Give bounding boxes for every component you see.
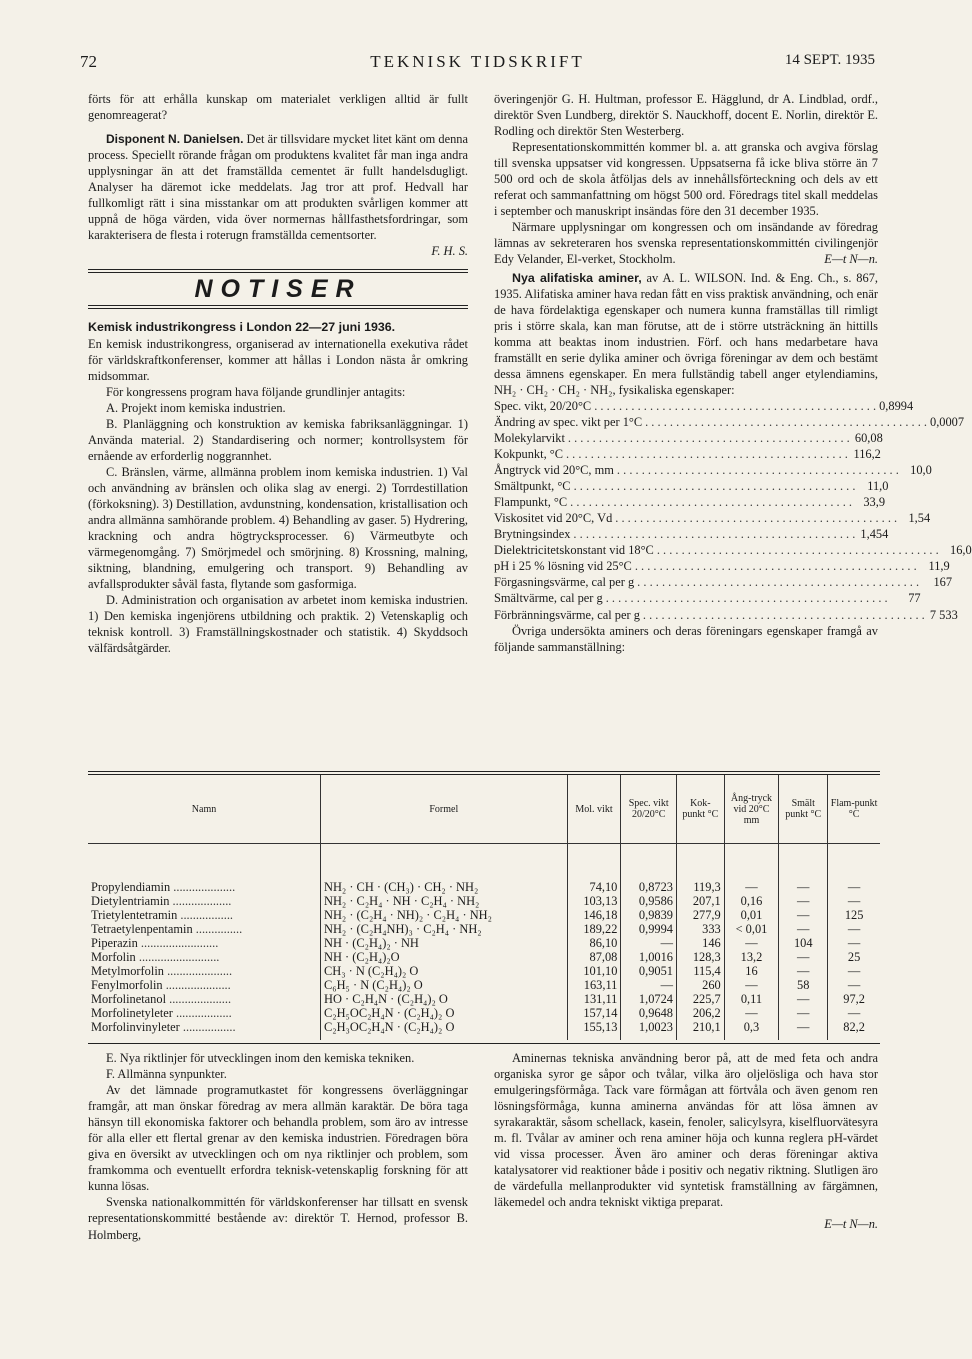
property-label: Smältvärme, cal per g [494,591,603,606]
property-row [494,398,914,414]
value-cell: 103,13 [567,894,621,908]
property-row [494,446,881,462]
paragraph: En kemisk industrikongress, organiserad av internationella exekutiva rådet för världskraftkonferenser, kommer att hållas i London nästa år omkring midsommar. [88,336,468,383]
dot-leader: ............... [192,922,243,936]
dot-leader: .................... [166,992,232,1006]
amine-name-text: Morfolinvinyleter [91,1020,180,1034]
value-cell: 0,16 [724,894,779,908]
property-value: 11,0 [867,479,889,494]
value-cell: 128,3 [676,950,724,964]
value-cell: — [779,1006,828,1020]
list-item: F. Allmänna synpunkter. [106,1067,227,1082]
value-cell: 125 [828,908,880,922]
dot-leader: .......................... [135,950,220,964]
dot-leader: . . . . . . . . . . . . . . . . . . . . . . . . . . . . . . . . . . . . . . . . . . . . . . [565,447,848,462]
amine-name-text: Fenylmorfolin [91,978,163,992]
value-cell: 0,8723 [621,844,677,895]
property-row [494,510,931,526]
dot-leader: . . . . . . . . . . . . . . . . . . . . . . . . . . . . . . . . . . . . . . . . . . . . . . [605,591,888,606]
column-header: Namn [88,775,321,844]
amine-name [88,844,321,895]
value-cell: 0,9839 [621,908,677,922]
column-header: Spec. vikt 20/20°C [621,775,677,844]
value-cell: — [724,936,779,950]
left-column-bottom [88,1050,468,1243]
dot-leader: ................. [177,908,234,922]
value-cell: — [779,894,828,908]
amines-table [88,775,880,1040]
amine-name-text: Tetraetylenpentamin [91,922,193,936]
value-cell: 146,18 [567,908,621,922]
property-label: Flampunkt, °C [494,495,568,510]
property-label: Kokpunkt, °C [494,447,563,462]
paragraph: förts för att erhålla kunskap om materialet verkligen alltid är fullt genomreagerat? [88,92,468,123]
value-cell: 119,3 [676,844,724,895]
amine-name [88,964,321,978]
section-heading: NOTISER [194,275,362,304]
property-value: 33,9 [863,495,886,510]
value-cell: 87,08 [567,950,621,964]
property-row [494,526,889,542]
value-cell: — [779,964,828,978]
formula-cell: NH · (C₂H₄)₂ · NH [321,936,568,950]
property-label: Ångtryck vid 20°C, mm [494,463,614,478]
property-row [494,494,886,510]
table-row [88,936,880,950]
value-cell: 146 [676,936,724,950]
column-header: Smält punkt °C [779,775,828,844]
dot-leader: . . . . . . . . . . . . . . . . . . . . . . . . . . . . . . . . . . . . . . . . . . . . . . [642,607,925,622]
value-cell: 225,7 [676,992,724,1006]
value-cell: — [779,992,828,1006]
value-cell: 115,4 [676,964,724,978]
property-label: Förbränningsvärme, cal per g [494,607,640,622]
table-row [88,844,880,895]
amine-name-text: Metylmorfolin [91,964,164,978]
value-cell: — [724,978,779,992]
value-cell: 97,2 [828,992,880,1006]
amine-name [88,922,321,936]
paragraph: För kongressens program hava följande grundlinjer antagits: [106,384,406,399]
formula-cell: NH₂ · CH · (CH₃) · CH₂ · NH₂ [321,844,568,895]
formula-cell: CH₃ · N (C₂H₄)₂ O [321,964,568,978]
value-cell: — [779,844,828,895]
value-cell: — [828,964,880,978]
table-row [88,1020,880,1040]
table-row [88,978,880,992]
paragraph: överingenjör G. H. Hultman, professor E. Hägglund, dr A. Lindblad, ordf., direktör Sven Lundberg, direktör S. Nauckhoff, docent E. Norlin, direktör E. Rodling och direktör Sten Westerberg. [494,92,878,139]
list-item: D. Administration och organisation av arbetet inom kemiska industrien. 1) Den kemiska ingenjörens utbildning och praktik. 2) Vetenskaplig och teknisk kontroll. 3) Framställningskostnader och statistik. 4) Skyddsoch välfärdsåtgärder. [88,593,468,656]
table-row [88,894,880,908]
dot-leader: . . . . . . . . . . . . . . . . . . . . . . . . . . . . . . . . . . . . . . . . . . . . . . [616,463,899,478]
table-row [88,950,880,964]
value-cell: 277,9 [676,908,724,922]
property-value: 1,454 [860,527,889,542]
amine-name-text: Morfolin [91,950,136,964]
property-value: 116,2 [853,447,881,462]
amine-name-text: Dietylentriamin [91,894,170,908]
formula-cell: NH₂ · C₂H₄ · NH · C₂H₄ · NH₂ [321,894,568,908]
paragraph [494,219,878,267]
left-column-top [88,91,468,656]
formula-cell: C₂H₅OC₂H₄N · (C₂H₄)₂ O [321,1006,568,1020]
property-label: Smältpunkt, °C [494,479,571,494]
amine-name [88,936,321,950]
property-label: Förgasningsvärme, cal per g [494,575,635,590]
property-value: 0,8994 [879,398,914,413]
value-cell: — [779,950,828,964]
article-headline: Kemisk industrikongress i London 22—27 juni 1936. [88,320,396,335]
right-column-bottom [494,1050,878,1233]
value-cell: 206,2 [676,1006,724,1020]
value-cell: 82,2 [828,1020,880,1040]
amine-name [88,1006,321,1020]
table-bottom-rule [88,1043,880,1044]
value-cell: — [828,1006,880,1020]
amine-name [88,992,321,1006]
formula-cell: C₂H₃OC₂H₄N · (C₂H₄)₂ O [321,1020,568,1040]
value-cell: 86,10 [567,936,621,950]
value-cell: 333 [676,922,724,936]
page-header [80,52,875,76]
value-cell: < 0,01 [724,922,779,936]
column-header: Formel [321,775,568,844]
dot-leader: . . . . . . . . . . . . . . . . . . . . . . . . . . . . . . . . . . . . . . . . . . . . . . [637,575,920,590]
divider [88,305,468,309]
value-cell: 210,1 [676,1020,724,1040]
value-cell: 0,01 [724,908,779,922]
dot-leader: ................... [169,894,232,908]
dot-leader: .................... [170,880,236,894]
value-cell: 0,9994 [621,922,677,936]
property-row [494,478,889,494]
value-cell: — [828,922,880,936]
property-value: 7 533 [929,607,958,622]
property-value: 60,08 [854,430,883,445]
value-cell: 1,0023 [621,1020,677,1040]
amine-name [88,894,321,908]
formula-cell: NH₂ · (C₂H₄ · NH)₂ · C₂H₄ · NH₂ [321,908,568,922]
table-row [88,1006,880,1020]
issue-date: 14 SEPT. 1935 [784,52,875,68]
value-cell: 1,0016 [621,950,677,964]
value-cell: 0,9586 [621,894,677,908]
list-item: B. Planläggning och konstruktion av kemiska fabriksanläggningar. 1) Använda material. 2) Standardisering och normer; kontrollsystem för ernående av erforderlig noggrannhet. [88,416,468,463]
formula-cell: HO · C₂H₄N · (C₂H₄)₂ O [321,992,568,1006]
value-cell: 0,9051 [621,964,677,978]
value-cell: 207,1 [676,894,724,908]
table-body [88,844,880,1041]
dot-leader: . . . . . . . . . . . . . . . . . . . . . . . . . . . . . . . . . . . . . . . . . . . . . . [573,479,856,494]
table-row [88,992,880,1006]
journal-title: TEKNISK TIDSKRIFT [370,52,585,71]
property-label: pH i 25 % lösning vid 25°C [494,559,632,574]
amine-name [88,908,321,922]
dot-leader: . . . . . . . . . . . . . . . . . . . . . . . . . . . . . . . . . . . . . . . . . . . . . . [573,527,856,542]
paragraph [494,270,878,398]
property-value: 167 [933,575,953,590]
value-cell: 16 [724,964,779,978]
paragraph [88,131,468,243]
value-cell: 157,14 [567,1006,621,1020]
value-cell: 0,9648 [621,1006,677,1020]
value-cell: 260 [676,978,724,992]
signature: E—t N—n. [824,1217,878,1232]
property-label: Dielektricitetskonstant vid 18°C [494,543,654,558]
property-label: Ändring av spec. vikt per 1°C [494,414,643,429]
dot-leader: ..................... [162,978,231,992]
dot-leader: . . . . . . . . . . . . . . . . . . . . . . . . . . . . . . . . . . . . . . . . . . . . . . [567,430,850,445]
table-row [88,922,880,936]
amine-name-text: Propylendiamin [91,880,171,894]
dot-leader: . . . . . . . . . . . . . . . . . . . . . . . . . . . . . . . . . . . . . . . . . . . . . . [570,495,853,510]
table-row [88,908,880,922]
paragraph: Representationskommittén kommer bl. a. att granska och avgiva förslag till svenska uppsatser vid kongressen. Uppsatserna få icke bliva större än 7 500 ord och de skola åtföljas dels av innehållsförteckning och dels av ett referat och sammanfattning om högst 500 ord. Föredrags titel skall meddelas i september och manuskript insändas före den 31 december 1935. [494,140,878,219]
list-item: E. Nya riktlinjer för utvecklingen inom den kemiska tekniken. [106,1051,415,1065]
value-cell: — [621,978,677,992]
property-row [494,607,958,623]
dot-leader: ......................... [137,936,219,950]
column-header: Kok-punkt °C [676,775,724,844]
value-cell: — [779,908,828,922]
amine-name [88,1020,321,1040]
value-cell: — [779,922,828,936]
value-cell: 163,11 [567,978,621,992]
formula-cell: C₆H₅ · N (C₂H₄)₂ O [321,978,568,992]
property-label: Molekylarvikt [494,430,565,445]
property-value: 0,0007 [930,414,965,429]
signature: E—t N—n. [824,252,878,267]
dot-leader: . . . . . . . . . . . . . . . . . . . . . . . . . . . . . . . . . . . . . . . . . . . . . . [615,511,898,526]
property-row [494,414,965,430]
property-label: Viskositet vid 20°C, Vd [494,511,613,526]
property-row [494,430,883,446]
dot-leader: . . . . . . . . . . . . . . . . . . . . . . . . . . . . . . . . . . . . . . . . . . . . . . [645,414,927,429]
value-cell: — [724,844,779,895]
paragraph-text: Närmare upplysningar om kongressen och om insändande av föredrag lämnas av sekreteraren hos svenska representationskommittén civilingenjör Edy Velander, El-verket, Stockholm. [494,220,878,267]
table-header-row [88,775,880,844]
value-cell: 13,2 [724,950,779,964]
value-cell: 25 [828,950,880,964]
property-row [494,590,921,606]
value-cell: 0,11 [724,992,779,1006]
dot-leader: ................. [179,1020,236,1034]
article-headline: Nya alifatiska aminer, [512,270,642,285]
value-cell: 58 [779,978,828,992]
property-value: 16,0 [950,543,972,558]
value-cell: — [828,844,880,895]
amine-name [88,950,321,964]
property-list [494,398,972,623]
dot-leader: . . . . . . . . . . . . . . . . . . . . . . . . . . . . . . . . . . . . . . . . . . . . . . [634,559,917,574]
amine-name [88,978,321,992]
value-cell: — [828,936,880,950]
paragraph-text: Det är tillsvidare mycket litet känt om denna process. Speciellt rörande frågan om produktens kvalitet får man inga andra upplysningar än att det framställda cementet är fullt handelsdugligt. Analyser ha däremot icke meddelats. Jag tror att prof. Hedvall har fullkomligt rätt i sina misstankar om att produkten svårligen kommer att uppnå de höga värden, vida över normernas hållfasthetsfordringar, som karakterisera de flesta i roterugn framställda cementsorter. [88,132,468,243]
list-item: A. Projekt inom kemiska industrien. [106,400,286,415]
paragraph: Svenska nationalkommittén för världskonferenser har tillsatt en svensk representationskommitté bestående av: direktör T. Hernod, professor B. Holmberg, [88,1195,468,1242]
amine-name-text: Piperazin [91,936,138,950]
value-cell: 104 [779,936,828,950]
value-cell: 131,11 [567,992,621,1006]
property-value: 1,54 [908,511,931,526]
property-row [494,542,972,558]
dot-leader: . . . . . . . . . . . . . . . . . . . . . . . . . . . . . . . . . . . . . . . . . . . . . . [594,398,877,413]
value-cell: — [828,894,880,908]
formula-cell: NH₂ · (C₂H₄NH)₃ · C₂H₄ · NH₂ [321,922,568,936]
amine-name-text: Morfolinetyleter [91,1006,173,1020]
list-item: C. Bränslen, värme, allmänna problem inom kemiska industrien. 1) Val och användning av bränslen och olika slag av energi. 2) Torrdestillation (förkoksning). 3) Destillation, avdunstning, kondensation, kristallisation och andra allmänna samhörande problem. 4) Behandling av gaser. 5) Hydrering, krackning och andra högtrycksprocesser. 6) Värmeutbyte och värmegenomgång. 7) Smörjmedel och smörjning. 8) Krossning, malning, siktning, blandning, emulgering och transport. 9) Behandling av avfallsprodukter såväl fasta, flytande som gasformiga. [88,464,468,592]
property-value: 10,0 [910,463,932,478]
property-label: Spec. vikt, 20/20°C [494,398,592,413]
paragraph: Av det lämnade programutkastet för kongressens överläggningar framgår, att man önskar föredrag av mera allmän karaktär. De böra taga hänsyn till ekonomiska faktorer och behandla problem, som äro av intresse för alla eller ett flertal grenar av den kemiska industrien. Föredragen böra giva en översikt av utvecklingen och om nya riktlinjer och problem, som framkomma och eventuellt erfordra teknisk-vetenskaplig forskning för att kunna lösas. [88,1083,468,1194]
paragraph: Övriga undersökta aminers och deras föreningars egenskaper framgå av följande sammanställning: [494,623,878,654]
paragraph: Aminernas tekniska användning beror på, att de med feta och andra organiska syror ge såpor och tvålar, vilka äro oljelösliga och hava stor emulgeringsförmåga. Tack vare förmågan att förtvåla och även genom ren lösningsförmåga, kunna aminerna användas för att lösa ämnen av syrakaraktär, såsom schellack, kasein, fenoler, salicylsyra, kiselfluorvätesyra m. fl. Tvålar av aminer och rena aminer höja och kunna reglera pH-värdet vid vissa processer. Även äro aminer och deras föreningar aktiva katalysatorer vid reaktioner både i positiv och negativ riktning. Slutligen äro de värdefulla mellanprodukter vid syntetisk framställning av färgämnen, läkemedel och andra tekniskt viktiga preparat. [494,1051,878,1210]
table-row [88,964,880,978]
property-row [494,462,932,478]
value-cell: — [621,936,677,950]
column-header: Mol. vikt [567,775,621,844]
page-number: 72 [80,52,97,71]
value-cell: 189,22 [567,922,621,936]
amine-name-text: Trietylentetramin [91,908,178,922]
value-cell: 74,10 [567,844,621,895]
property-row [494,558,950,574]
dot-leader: .................. [172,1006,232,1020]
property-value: 11,9 [928,559,950,574]
formula-cell: NH · (C₂H₄)₂O [321,950,568,964]
column-header: Flam-punkt °C [828,775,880,844]
right-column-top [494,91,972,655]
value-cell: 0,3 [724,1020,779,1040]
value-cell: 1,0724 [621,992,677,1006]
speaker-name: Disponent N. Danielsen. [106,132,244,147]
dot-leader: . . . . . . . . . . . . . . . . . . . . . . . . . . . . . . . . . . . . . . . . . . . . . . [656,543,939,558]
value-cell: 101,10 [567,964,621,978]
column-header: Ång-tryck vid 20°C mm [724,775,779,844]
property-row [494,574,953,590]
value-cell: — [724,1006,779,1020]
value-cell: — [828,978,880,992]
paragraph-text: av A. L. WILSON. Ind. & Eng. Ch., s. 867, 1935. Alifatiska aminer hava redan fått en viss praktisk användning, och enär de hava fördelaktiga egenskaper och numera kunna framställas till rimligt pris i större skala, kan man förutse, att de i större utsträckning än hittills komma att beaktas inom industrien. Förf. och hans medarbetare hava framställt en serie dylika aminer och övriga föreningar av dem och bestämt dessa ämnens egenskaper. En mera fullständig tabell anger etylendiamins, NH₂ · CH₂ · CH₂ · NH₂, fysikaliska egenskaper: [494,270,878,397]
dot-leader: ..................... [163,964,233,978]
value-cell: 155,13 [567,1020,621,1040]
property-label: Brytningsindex [494,527,571,542]
property-value: 77 [908,591,921,606]
signature: F. H. S. [431,244,468,259]
amine-name-text: Morfolinetanol [91,992,167,1006]
value-cell: — [779,1020,828,1040]
